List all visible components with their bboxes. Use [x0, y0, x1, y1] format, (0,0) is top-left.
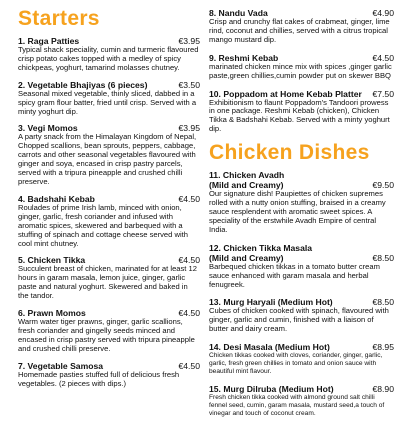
item-name: 13. Murg Haryali (Medium Hot): [209, 297, 333, 308]
item-price: €8.50: [372, 252, 394, 263]
item-description: Crisp and crunchy flat cakes of crabmeat, ginger, lime rind, coconut and chillies, served with a citrus tropical mango mustard dip.: [209, 17, 390, 44]
menu-item: [18, 361, 200, 389]
item-name: 11. Chicken Avadh: [209, 170, 285, 181]
item-price: €7.50: [372, 88, 394, 99]
item-name: 3. Vegi Momos: [18, 123, 78, 134]
item-price: €4.50: [178, 193, 200, 204]
item-description: Fresh chicken tikka cooked with almond ground salt chilli fennel seed, cumin, garam masala, mustard seed,a touch of vinegar and touch of coconut cream.: [209, 394, 385, 418]
item-price: €3.95: [178, 123, 200, 134]
item-description: Chicken tikkas cooked with cloves, coriander, ginger, garlic, garlic, fresh green chillies in tomato and onion sauce with beautiful mint flavour.: [209, 352, 383, 376]
item-name: 2. Vegetable Bhajiyas (6 pieces): [18, 79, 148, 90]
item-name: 8. Nandu Vada: [209, 8, 268, 18]
item-description: Barbequed chicken tikkas in a tomato butter cream sauce enhanced with garam masala and herbal fenugreek.: [209, 261, 380, 289]
item-name: 4. Badshahi Kebab: [18, 193, 95, 204]
item-name: 14. Desi Masala (Medium Hot): [209, 342, 330, 353]
item-description: marinated chicken mince mix with spices ,ginger garlic paste,green chillies,cumin powder put on skewer BBQ: [209, 61, 392, 80]
item-name: 10. Poppadom at Home Kebab Platter: [209, 88, 362, 99]
menu-item: [209, 384, 394, 418]
item-description: Cubes of chicken cooked with spinach, flavoured with ginger, garlic and cumin, finished with a liaison of butter and dairy cream.: [209, 306, 389, 334]
item-price: €4.50: [372, 52, 394, 63]
menu-item: [209, 297, 394, 334]
item-name: 15. Murg Dilruba (Medium Hot): [209, 384, 334, 395]
menu-item: [209, 342, 394, 376]
item-price: €4.90: [372, 8, 394, 18]
item-description: A party snack from the Himalayan Kingdom of Nepal, Chopped scallions, bean sprouts, peppers, cabbage, carrots and other seasonal vegetables flavoured with ginger and soya, encased in crisp pastry parcels, served with a tripura pineapple and crushed chilli preserve.: [18, 132, 197, 186]
right-column: [209, 0, 394, 426]
item-name: 6. Prawn Momos: [18, 308, 86, 319]
item-price: €8.95: [372, 342, 394, 353]
item-description: Homemade pasties stuffed full of delicious fresh vegetables. (2 pieces with dips.): [18, 369, 180, 388]
item-price: €3.95: [178, 36, 200, 46]
item-description: Roulades of prime Irish lamb, minced with onion, ginger, garlic, fresh coriander and infused with aromatic spices, skewered and barbequed with a stuffing of spinach and cottage cheese served with cool mint chutney.: [18, 202, 188, 248]
left-column: [18, 0, 200, 395]
menu-item: [209, 53, 394, 81]
menu-item: [209, 170, 394, 235]
starters-heading: Starters: [18, 7, 100, 30]
item-description: Typical shack speciality, cumin and turmeric flavoured crisp potato cakes topped with a medley of spicy chickpeas, yoghurt, tamarind molasses chutney.: [18, 45, 199, 72]
item-price: €4.50: [178, 308, 200, 319]
item-name-subtitle: (Mild and Creamy): [209, 252, 284, 263]
item-price: €8.90: [372, 384, 394, 395]
menu-item: [209, 243, 394, 290]
item-price: €9.50: [372, 180, 394, 191]
menu-item: [18, 255, 200, 301]
menu-item: [209, 8, 394, 45]
menu-item: [18, 194, 200, 249]
item-name: 5. Chicken Tikka: [18, 255, 86, 266]
menu-item: [18, 123, 200, 186]
menu-item: [209, 89, 394, 135]
item-price: €4.50: [178, 360, 200, 371]
menu-item: [18, 36, 200, 73]
chicken-dishes-heading: Chicken Dishes: [209, 141, 370, 165]
item-name-subtitle: (Mild and Creamy): [209, 180, 284, 191]
item-description: Seasonal mixed vegetable, thinly sliced, dabbed in a spicy gram flour batter, fried until crisp. Served with a minty yoghurt dip.: [18, 88, 197, 116]
item-description: Succulent breast of chicken, marinated for at least 12 hours in garam masala, lemon juice, ginger, garlic paste and natural yoghurt. Skewered and baked in the tandor.: [18, 264, 197, 301]
item-description: Exhibitionism to flaunt Poppadom's Tandoori prowess in one package. Reshmi Kebab (chicken), Chicken Tikka & Badshahi Kebab. Served with a minty yoghurt dip.: [209, 97, 390, 134]
item-price: €8.50: [372, 297, 394, 308]
menu-item: [18, 80, 200, 117]
item-name: 12. Chicken Tikka Masala: [209, 242, 313, 253]
item-price: €4.50: [178, 255, 200, 266]
item-price: €3.50: [178, 79, 200, 90]
item-name: 1. Raga Patties: [18, 36, 80, 46]
item-name: 9. Reshmi Kebab: [209, 52, 279, 63]
item-description: Warm water tiger prawns, ginger, garlic scallions, fresh coriander and gingelly seeds minced and encased in crisp pastry served with tripura pineapple and crushed chilli preserve.: [18, 317, 195, 353]
item-description: Our signature dish! Paupiettes of chicken supremes rolled with a nutty onion stuffing, braised in a creamy sauce resplendent with aromatic sweet spices. A speciality of the erstwhile Avadh Empire of central India.: [209, 189, 386, 234]
item-name: 7. Vegetable Samosa: [18, 360, 104, 371]
menu-item: [18, 308, 200, 354]
